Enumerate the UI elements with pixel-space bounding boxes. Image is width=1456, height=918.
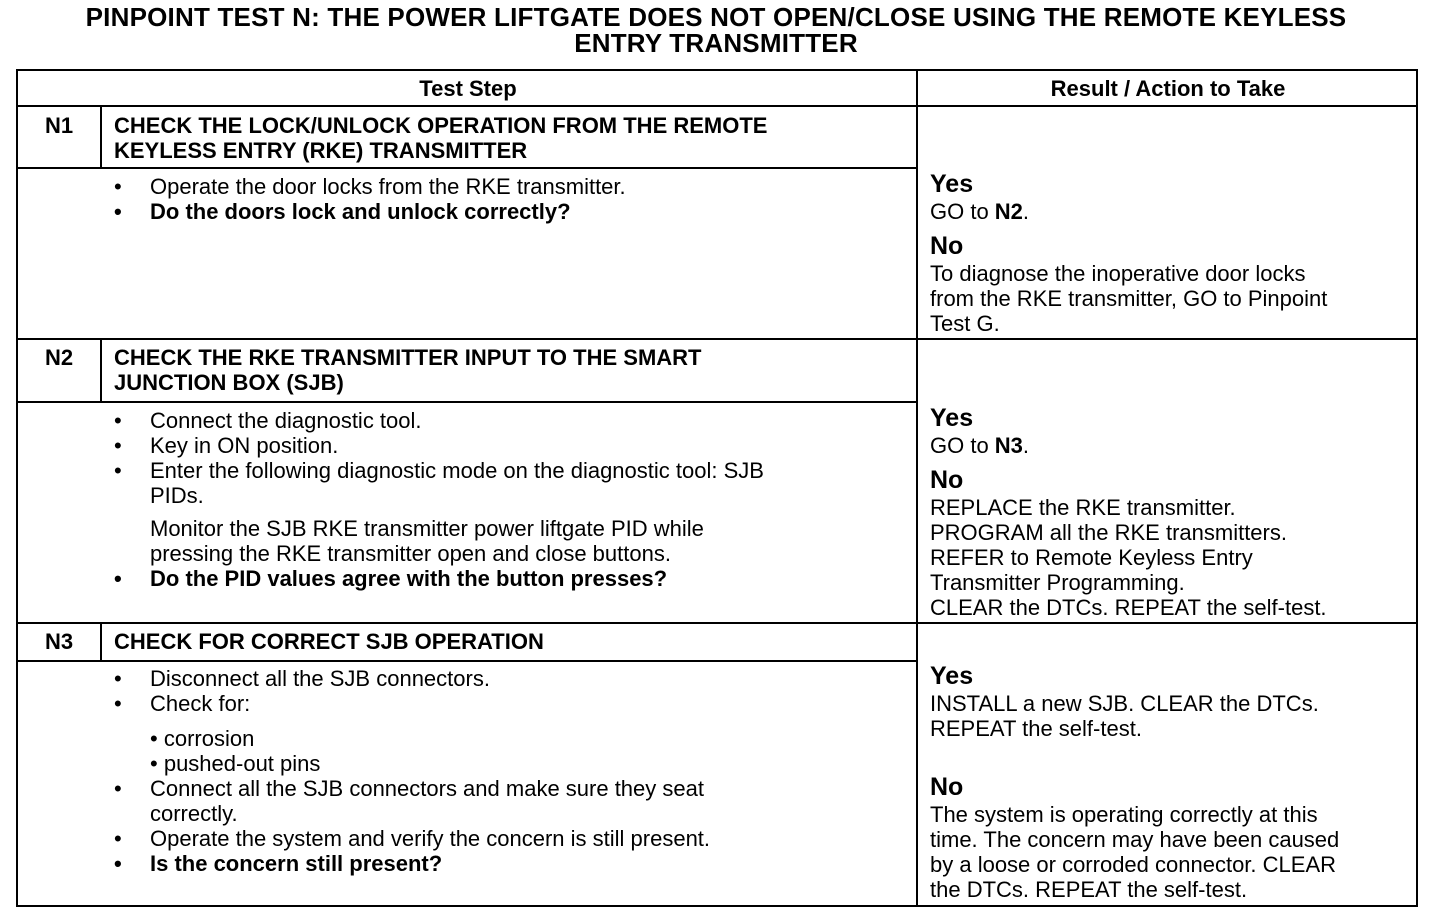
no-label: No: [930, 773, 964, 801]
step-heading: [114, 345, 701, 395]
id-divider: [100, 340, 102, 401]
list-item: [114, 666, 710, 691]
list-item-question: [114, 851, 710, 876]
bullet-icon: •: [114, 433, 122, 458]
row-divider-n2-n3: [18, 622, 1418, 624]
yes-label: Yes: [930, 404, 974, 432]
no-action-line: the DTCs. REPEAT the self-test.: [930, 877, 1248, 902]
step-result: [930, 662, 1410, 902]
bullet-icon: •: [114, 174, 122, 199]
pinpoint-test-table: [16, 69, 1418, 907]
list-item-text: correctly.: [150, 801, 238, 826]
step-heading-line: CHECK FOR CORRECT SJB OPERATION: [114, 629, 544, 654]
bullet-icon: •: [114, 666, 122, 691]
yes-action-line: INSTALL a new SJB. CLEAR the DTCs.: [930, 691, 1319, 716]
no-label: No: [930, 466, 964, 494]
step-instructions: [114, 408, 764, 591]
heading-divider: [18, 401, 916, 403]
no-action-line: REPLACE the RKE transmitter.: [930, 495, 1236, 520]
list-item: [114, 433, 764, 458]
step-heading: [114, 629, 544, 654]
no-action: [930, 495, 1410, 620]
step-instructions: [114, 666, 710, 876]
list-item-text: Do the PID values agree with the button presses?: [150, 566, 668, 591]
note-line: pressing the RKE transmitter open and close buttons.: [150, 541, 671, 566]
bullet-icon: •: [114, 776, 122, 801]
bullet-icon: •: [114, 199, 122, 224]
step-id: N2: [44, 345, 74, 370]
bullet-icon: •: [114, 691, 122, 716]
yes-action: GO to N2.: [930, 199, 1030, 224]
heading-divider: [18, 167, 916, 169]
no-action-line: from the RKE transmitter, GO to Pinpoint: [930, 286, 1328, 311]
no-action: [930, 261, 1410, 336]
yes-action: GO to N3.: [930, 433, 1030, 458]
step-id: N1: [44, 113, 74, 138]
bullet-icon: •: [150, 726, 158, 751]
sub-list-item: [150, 726, 710, 751]
list-item-text: Disconnect all the SJB connectors.: [150, 666, 490, 691]
step-result: [930, 404, 1410, 620]
step-heading-line: JUNCTION BOX (SJB): [114, 370, 344, 395]
list-item: [114, 776, 710, 826]
sub-list-item-text: corrosion: [163, 726, 255, 751]
step-heading-line: KEYLESS ENTRY (RKE) TRANSMITTER: [114, 138, 528, 163]
id-divider: [100, 107, 102, 167]
step-heading-line: CHECK THE RKE TRANSMITTER INPUT TO THE SMART: [114, 345, 702, 370]
yes-label: Yes: [930, 170, 974, 198]
sub-list-item: [150, 751, 710, 776]
no-action-line: PROGRAM all the RKE transmitters.: [930, 520, 1287, 545]
yes-action-text: GO to: [930, 433, 995, 458]
yes-action-target: N2: [994, 199, 1023, 224]
no-action-line: time. The concern may have been caused: [930, 827, 1340, 852]
yes-action-line: REPEAT the self-test.: [930, 716, 1142, 741]
list-item: [114, 174, 626, 199]
list-item-text: Operate the door locks from the RKE transmitter.: [150, 174, 626, 199]
step-heading: [114, 113, 767, 163]
sub-list: [114, 726, 710, 776]
column-divider: [916, 71, 918, 905]
no-action-line: REFER to Remote Keyless Entry: [930, 545, 1253, 570]
no-action-line: The system is operating correctly at this: [930, 802, 1318, 827]
list-item-text: Operate the system and verify the concern is still present.: [150, 826, 711, 851]
list-item-text: Enter the following diagnostic mode on the diagnostic tool: SJB: [150, 458, 764, 483]
bullet-icon: •: [114, 826, 122, 851]
yes-action-text: GO to: [930, 199, 995, 224]
title-line-2: ENTRY TRANSMITTER: [574, 28, 858, 58]
sub-list-item-text: pushed-out pins: [163, 751, 321, 776]
yes-action: [930, 691, 1410, 741]
header-result-action: Result / Action to Take: [918, 71, 1418, 107]
list-item-text: PIDs.: [150, 483, 204, 508]
no-action: [930, 802, 1410, 902]
heading-divider: [18, 660, 916, 662]
list-item-text: Check for:: [150, 691, 251, 716]
step-id: N3: [44, 629, 74, 654]
step-result: [930, 170, 1410, 336]
step-instructions: [114, 174, 626, 224]
bullet-icon: •: [114, 851, 122, 876]
list-item-question: [114, 199, 626, 224]
bullet-icon: •: [114, 566, 122, 591]
no-action-line: Test G.: [930, 311, 1000, 336]
list-item-text: Is the concern still present?: [150, 851, 443, 876]
yes-action-target: N3: [994, 433, 1023, 458]
list-item: [114, 826, 710, 851]
row-divider-n1-n2: [18, 338, 1418, 340]
title-line-1: PINPOINT TEST N: THE POWER LIFTGATE DOES NOT OPEN/CLOSE USING THE REMOTE KEYLESS: [85, 2, 1347, 32]
list-item: [114, 408, 764, 433]
list-item-question: [114, 566, 764, 591]
no-action-line: To diagnose the inoperative door locks: [930, 261, 1306, 286]
bullet-icon: •: [114, 458, 122, 483]
list-item: [114, 458, 764, 508]
header-test-step: Test Step: [18, 71, 918, 107]
list-item: [114, 691, 710, 716]
list-item-text: Connect all the SJB connectors and make sure they seat: [150, 776, 704, 801]
note-line: Monitor the SJB RKE transmitter power liftgate PID while: [150, 516, 704, 541]
page-title: [0, 4, 1432, 56]
list-item-text: Connect the diagnostic tool.: [150, 408, 422, 433]
bullet-icon: •: [114, 408, 122, 433]
id-divider: [100, 624, 102, 660]
no-action-line: Transmitter Programming.: [930, 570, 1185, 595]
list-item-text: Do the doors lock and unlock correctly?: [150, 199, 571, 224]
bullet-icon: •: [150, 751, 158, 776]
no-action-line: by a loose or corroded connector. CLEAR: [930, 852, 1337, 877]
step-heading-line: CHECK THE LOCK/UNLOCK OPERATION FROM THE REMOTE: [114, 113, 768, 138]
list-item-text: Key in ON position.: [150, 433, 339, 458]
no-label: No: [930, 232, 964, 260]
yes-label: Yes: [930, 662, 974, 690]
note-text: [114, 516, 764, 566]
no-action-line: CLEAR the DTCs. REPEAT the self-test.: [930, 595, 1327, 620]
